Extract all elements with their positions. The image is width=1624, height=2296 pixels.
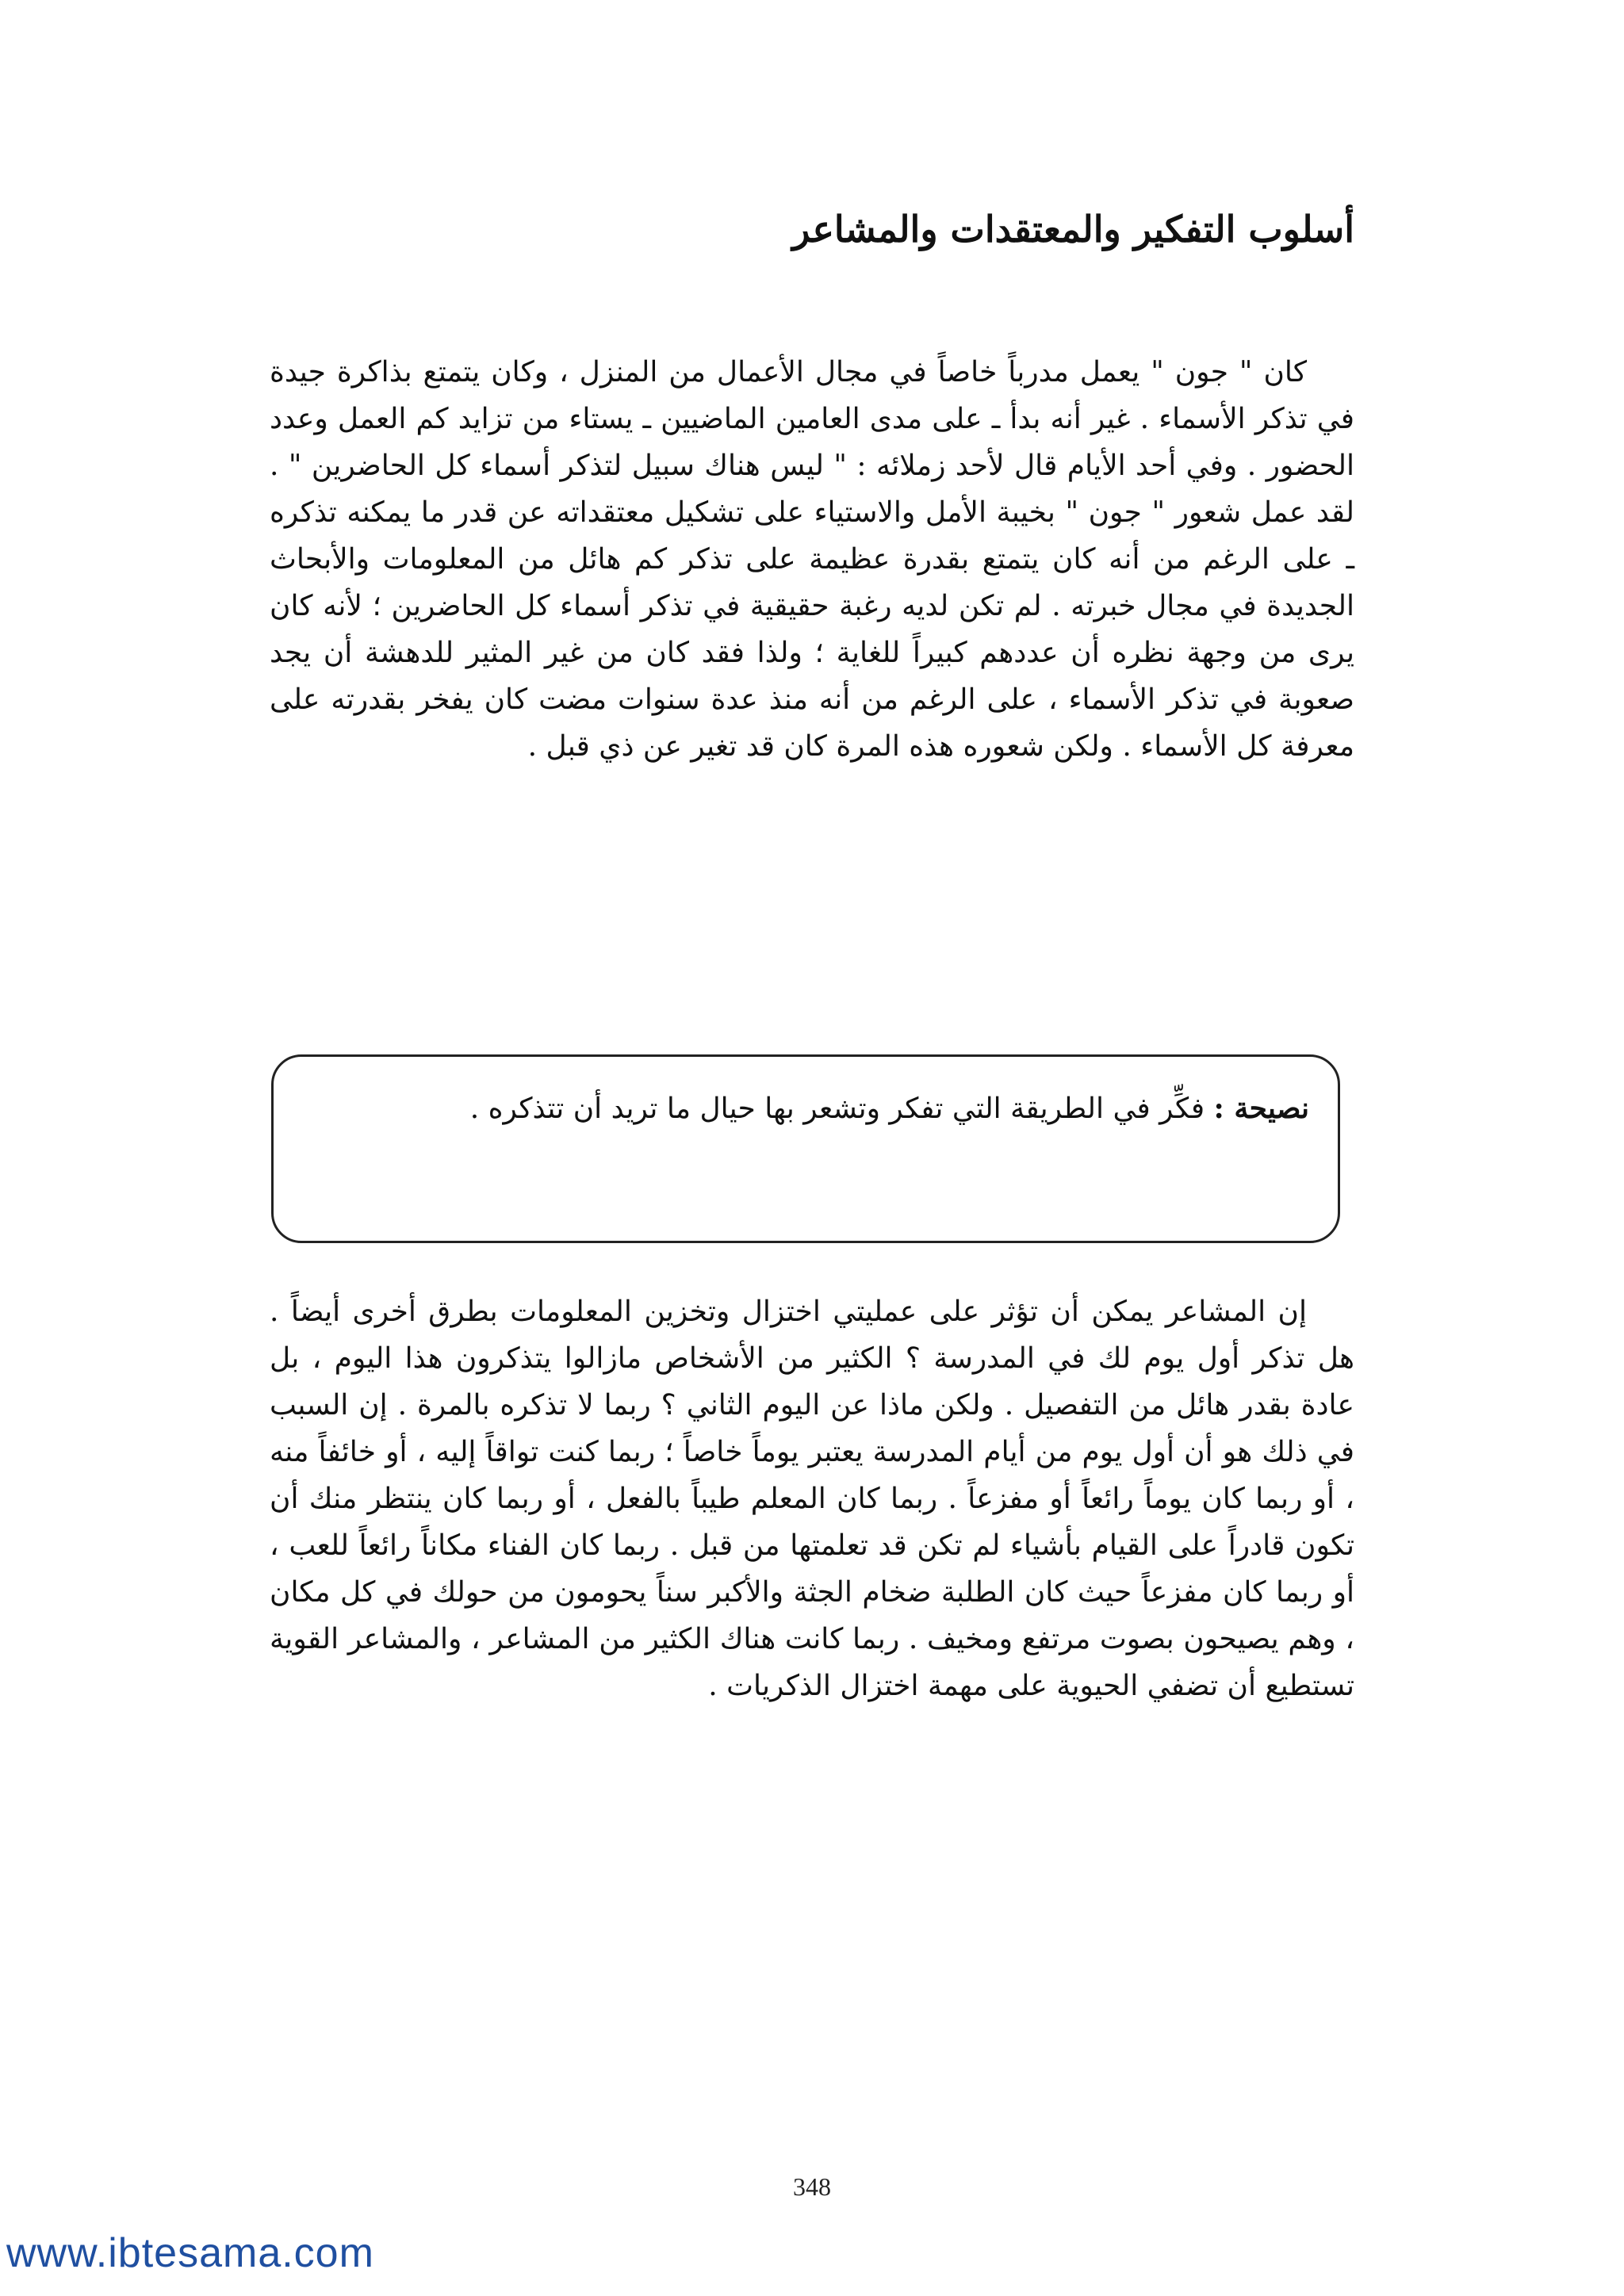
paragraph-2 bbox=[270, 1288, 1354, 1709]
paragraph-1-text: كان " جون " يعمل مدرباً خاصاً في مجال الأعمال من المنزل ، وكان يتمتع بذاكرة جيدة في تذكر الأسماء . غير أنه بدأ ـ على مدى العامين الماضيين ـ يستاء من تزايد كم العمل وعدد الحضور . وفي أحد الأيام قال لأحد زملائه : " ليس هناك سبيل لتذكر أسماء كل الحاضرين " . لقد عمل شعور " جون " بخيبة الأمل والاستياء على تشكيل معتقداته عن قدر ما يمكنه تذكره ـ على الرغم من أنه كان يتمتع بقدرة عظيمة على تذكر كم هائل من المعلومات والأبحاث الجديدة في مجال خبرته . لم تكن لديه رغبة حقيقية في تذكر أسماء كل الحاضرين ؛ لأنه كان يرى من وجهة نظره أن عددهم كبيراً للغاية ؛ ولذا فقد كان من غير المثير للدهشة أن يجد صعوبة في تذكر الأسماء ، على الرغم من أنه منذ عدة سنوات مضت كان يفخر بقدرته على معرفة كل الأسماء . ولكن شعوره هذه المرة كان قد تغير عن ذي قبل . bbox=[270, 356, 1354, 763]
paragraph-2-text: إن المشاعر يمكن أن تؤثر على عمليتي اختزال وتخزين المعلومات بطرق أخرى أيضاً . هل تذكر أول يوم لك في المدرسة ؟ الكثير من الأشخاص مازالوا يتذكرون هذا اليوم ، بل عادة بقدر هائل من التفصيل . ولكن ماذا عن اليوم الثاني ؟ ربما لا تذكره بالمرة . إن السبب في ذلك هو أن أول يوم من أيام المدرسة يعتبر يوماً خاصاً ؛ ربما كنت تواقاً إليه ، أو خائفاً منه ، أو ربما كان يوماً رائعاً أو مفزعاً . ربما كان المعلم طيباً بالفعل ، أو ربما كان ينتظر منك أن تكون قادراً على القيام بأشياء لم تكن قد تعلمتها من قبل . ربما كان الفناء مكاناً رائعاً للعب ، أو ربما كان مفزعاً حيث كان الطلبة ضخام الجثة والأكبر سناً يحومون من حولك في كل مكان ، وهم يصيحون بصوت مرتفع ومخيف . ربما كانت هناك الكثير من المشاعر ، والمشاعر القوية تستطيع أن تضفي الحيوية على مهمة اختزال الذكريات . bbox=[270, 1295, 1354, 1702]
tip-box bbox=[271, 1054, 1340, 1243]
section-heading: أسلوب التفكير والمعتقدات والمشاعر bbox=[792, 208, 1354, 251]
watermark-url: www.ibtesama.com bbox=[6, 2230, 374, 2276]
page-number: 348 bbox=[793, 2172, 831, 2201]
tip-text: فكِّر في الطريقة التي تفكر وتشعر بها حيال ما تريد أن تتذكره . bbox=[469, 1093, 1205, 1125]
paragraph-1 bbox=[270, 349, 1354, 770]
tip-label: نصيحة : bbox=[1213, 1092, 1309, 1125]
